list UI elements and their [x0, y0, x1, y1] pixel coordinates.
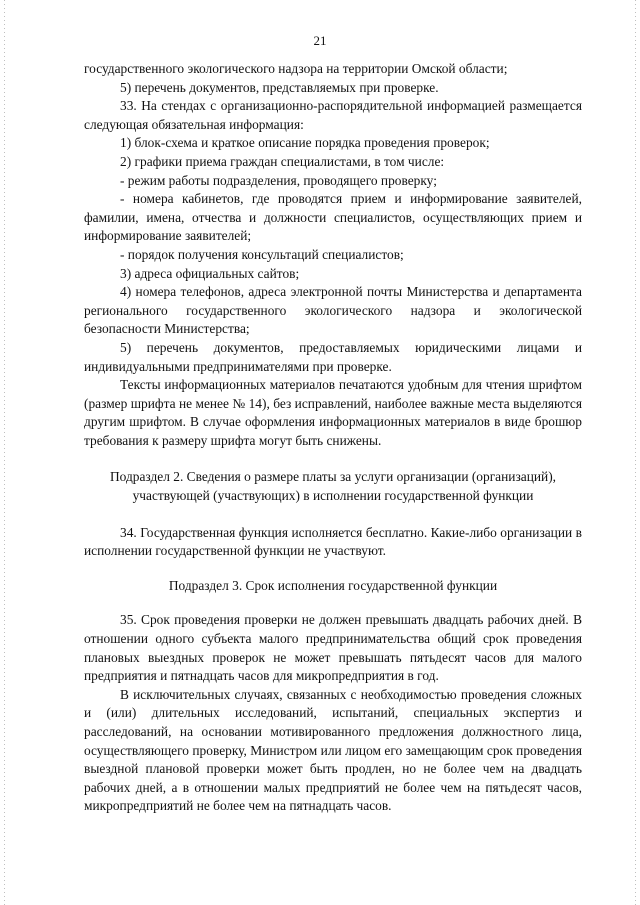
paragraph: 3) адреса официальных сайтов;: [120, 265, 300, 281]
document-body: [84, 60, 582, 816]
paragraph: 1) блок-схема и краткое описание порядка проведения проверок;: [120, 135, 490, 151]
paragraph: 33. На стендах с организационно-распорядительной информацией размещается следующая обязательная информация:: [84, 98, 582, 132]
paragraph: 5) перечень документов, представляемых при проверке.: [120, 79, 439, 95]
paragraph: 2) графики приема граждан специалистами, в том числе:: [120, 153, 445, 169]
paragraph: - номера кабинетов, где проводятся прием и информирование заявителей, фамилии, имена, отчества и должности специалистов, осуществляющих прием и информирование заявителей;: [84, 191, 582, 244]
paragraph: - режим работы подразделения, проводящего проверку;: [120, 172, 437, 188]
paragraph: 35. Срок проведения проверки не должен превышать двадцать рабочих дней. В отношении одного субъекта малого предпринимательства общий срок проведения плановых выездных проверок не может превышать пятьдесят часов для малого предприятия и пятнадцать часов для микропредприятия в год.: [84, 612, 582, 684]
spacer: [84, 561, 582, 577]
spacer: [84, 450, 582, 468]
paragraph: 4) номера телефонов, адреса электронной почты Министерства и департамента регионального государственного экологического надзора и экологической безопасности Министерства;: [84, 284, 582, 337]
paragraph: Тексты информационных материалов печатаются удобным для чтения шрифтом (размер шрифта не менее № 14), без исправлений, наиболее важные места выделяются другим шрифтом. В случае оформления информационных материалов в виде брошюр требования к размеру шрифта могут быть снижены.: [84, 377, 582, 448]
paragraph: 34. Государственная функция исполняется бесплатно. Какие-либо организации в исполнении государственной функции не участвуют.: [84, 524, 582, 559]
spacer: [84, 506, 582, 524]
subsection-2-heading: Подраздел 2. Сведения о размере платы за услуги организации (организаций), участвующей (участвующих) в исполнении государственной функции: [109, 469, 556, 504]
scan-edge-right: [635, 0, 636, 905]
paragraph: В исключительных случаях, связанных с необходимостью проведения сложных и (или) длительных исследований, испытаний, специальных экспертиз и расследований, на основании мотивированного предложения должностного лица, осуществляющего проверку, Министром или лицом его замещающим срок проведения выездной плановой проверки может быть продлен, но не более чем на двадцать рабочих дней, а в отношении малых предприятий не более чем на пятьдесят часов, микропредприятий не более чем на пятнадцать часов.: [84, 686, 582, 814]
paragraph: - порядок получения консультаций специалистов;: [120, 246, 404, 262]
page-number: 21: [313, 33, 327, 48]
spacer: [84, 595, 582, 611]
subsection-3-heading: Подраздел 3. Срок исполнения государственной функции: [168, 577, 498, 593]
paragraph: 5) перечень документов, предоставляемых юридическими лицами и индивидуальными предпринимателями при проверке.: [84, 339, 582, 374]
paragraph: государственного экологического надзора на территории Омской области;: [84, 61, 508, 76]
scan-edge-left: [4, 0, 5, 905]
